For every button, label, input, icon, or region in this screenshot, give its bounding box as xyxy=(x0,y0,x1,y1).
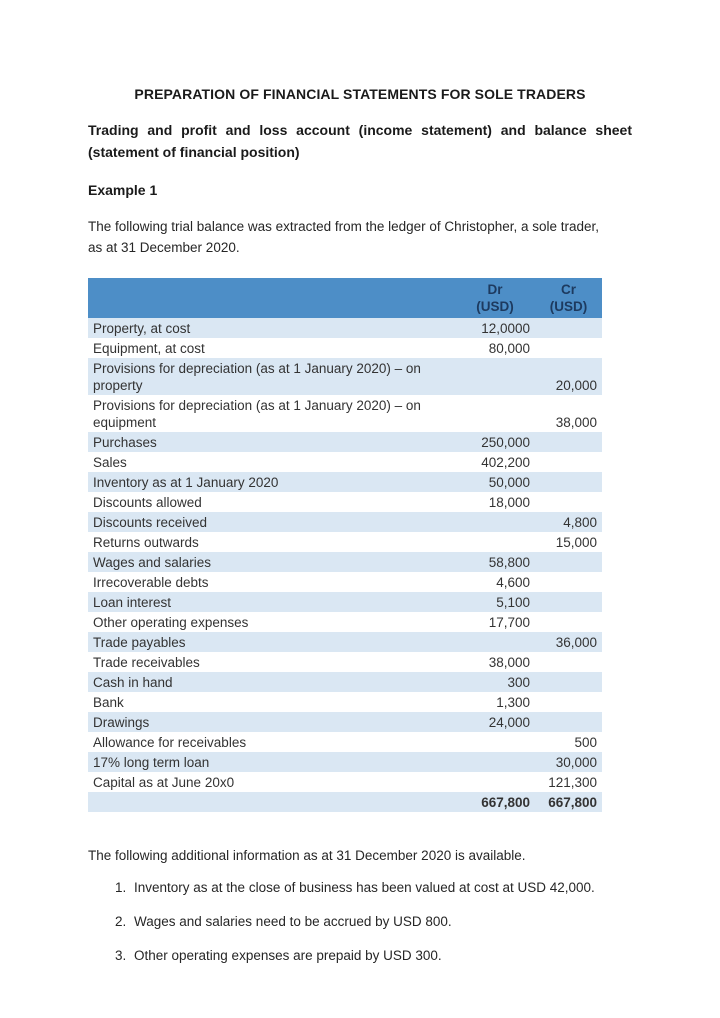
table-row xyxy=(88,752,602,772)
table-row xyxy=(88,652,602,672)
table-row xyxy=(88,772,602,792)
dr-value xyxy=(455,772,535,792)
trial-balance-table xyxy=(88,278,602,812)
table-row xyxy=(88,452,602,472)
row-label: Trade receivables xyxy=(93,654,200,670)
table-row xyxy=(88,672,602,692)
cr-value xyxy=(535,452,602,472)
cr-value: 4,800 xyxy=(535,512,602,532)
dr-value xyxy=(455,532,535,552)
cr-value xyxy=(535,338,602,358)
additional-info-heading: The following additional information as at 31 December 2020 is available. xyxy=(88,848,526,863)
example-heading: Example 1 xyxy=(88,182,158,198)
table-row xyxy=(88,512,602,532)
note-item xyxy=(88,913,632,931)
dr-value: 1,300 xyxy=(496,694,530,710)
row-label: Loan interest xyxy=(88,592,455,612)
row-label: 17% long term loan xyxy=(88,752,455,772)
cr-column-header xyxy=(535,278,602,318)
cr-value: 30,000 xyxy=(535,752,602,772)
dr-value: 402,200 xyxy=(481,454,530,470)
table-row xyxy=(88,432,602,452)
cr-value: 121,300 xyxy=(548,774,597,790)
cr-header-label: Cr xyxy=(560,282,576,297)
cr-header-unit: (USD) xyxy=(549,299,588,314)
row-label: Provisions for depreciation (as at 1 January 2020) – on property xyxy=(88,358,455,395)
dr-value: 4,600 xyxy=(496,574,530,590)
row-label: Other operating expenses xyxy=(93,614,249,630)
totals-spacer xyxy=(88,792,455,812)
row-label: Trade payables xyxy=(88,632,455,652)
cr-value xyxy=(535,432,602,452)
cr-value xyxy=(535,552,602,572)
row-label: Equipment, at cost xyxy=(93,340,205,356)
cr-value xyxy=(535,612,602,632)
table-row xyxy=(88,592,602,612)
table-row xyxy=(88,552,602,572)
cr-value xyxy=(535,672,602,692)
dr-value: 17,700 xyxy=(488,614,530,630)
cr-value: 38,000 xyxy=(555,414,597,430)
cr-value xyxy=(535,492,602,512)
table-row xyxy=(88,712,602,732)
note-number: 3. xyxy=(115,948,127,963)
cr-value xyxy=(535,692,602,712)
table-row xyxy=(88,612,602,632)
dr-value xyxy=(455,632,535,652)
row-label: Returns outwards xyxy=(93,534,199,550)
cr-value xyxy=(535,712,602,732)
note-text: Wages and salaries need to be accrued by USD 800. xyxy=(134,914,452,929)
table-row xyxy=(88,395,602,432)
cr-value xyxy=(535,652,602,672)
table-row xyxy=(88,492,602,512)
note-item xyxy=(88,879,632,897)
row-label: Cash in hand xyxy=(88,672,455,692)
row-label: Irrecoverable debts xyxy=(93,574,209,590)
dr-value xyxy=(455,358,535,395)
dr-value: 58,800 xyxy=(455,552,535,572)
dr-value xyxy=(455,512,535,532)
trial-balance-body xyxy=(88,318,602,792)
doc-subtitle: Trading and profit and loss account (income statement) and balance sheet (statement of financial position) xyxy=(88,122,632,160)
row-label: Discounts received xyxy=(88,512,455,532)
cr-value xyxy=(535,318,602,338)
dr-value: 38,000 xyxy=(488,654,530,670)
dr-value: 300 xyxy=(455,672,535,692)
table-row xyxy=(88,338,602,358)
cr-value: 500 xyxy=(574,734,597,750)
table-row xyxy=(88,532,602,552)
dr-value: 5,100 xyxy=(455,592,535,612)
cr-value: 36,000 xyxy=(535,632,602,652)
cr-value xyxy=(535,472,602,492)
cr-value xyxy=(535,572,602,592)
dr-value: 12,0000 xyxy=(455,318,535,338)
table-row xyxy=(88,358,602,395)
note-text: Other operating expenses are prepaid by USD 300. xyxy=(134,948,442,963)
dr-value: 80,000 xyxy=(488,340,530,356)
dr-value: 24,000 xyxy=(455,712,535,732)
dr-value: 18,000 xyxy=(488,494,530,510)
table-row xyxy=(88,572,602,592)
row-label: Wages and salaries xyxy=(88,552,455,572)
table-row xyxy=(88,632,602,652)
table-header-row xyxy=(88,278,602,318)
row-label: Property, at cost xyxy=(88,318,455,338)
dr-value xyxy=(455,752,535,772)
dr-column-header xyxy=(455,278,535,318)
intro-paragraph: The following trial balance was extracted from the ledger of Christopher, a sole trader, as at 31 December 2020. xyxy=(88,219,600,255)
dr-header-unit: (USD) xyxy=(476,299,514,314)
table-row xyxy=(88,472,602,492)
cr-value: 15,000 xyxy=(555,534,597,550)
dr-value xyxy=(455,732,535,752)
row-label: Capital as at June 20x0 xyxy=(93,774,235,790)
note-item xyxy=(88,947,632,965)
account-column-header xyxy=(88,278,455,318)
page-title: PREPARATION OF FINANCIAL STATEMENTS FOR SOLE TRADERS xyxy=(134,86,586,102)
note-number: 2. xyxy=(115,914,127,929)
note-text: Inventory as at the close of business has been valued at cost at USD 42,000. xyxy=(134,880,595,895)
cr-value xyxy=(535,592,602,612)
dr-total: 667,800 xyxy=(455,792,535,812)
totals-row xyxy=(88,792,602,812)
table-row xyxy=(88,318,602,338)
row-label: Allowance for receivables xyxy=(93,734,247,750)
dr-value xyxy=(455,395,535,432)
row-label: Sales xyxy=(93,454,127,470)
table-row xyxy=(88,732,602,752)
row-label: Bank xyxy=(93,694,124,710)
cr-total: 667,800 xyxy=(535,792,602,812)
row-label: Discounts allowed xyxy=(93,494,202,510)
cr-value: 20,000 xyxy=(535,358,602,395)
dr-value: 250,000 xyxy=(455,432,535,452)
table-row xyxy=(88,692,602,712)
dr-value: 50,000 xyxy=(455,472,535,492)
notes-list xyxy=(88,879,632,965)
row-label: Purchases xyxy=(88,432,455,452)
dr-header-label: Dr xyxy=(487,282,503,297)
row-label: Drawings xyxy=(88,712,455,732)
row-label: Inventory as at 1 January 2020 xyxy=(88,472,455,492)
row-label: Provisions for depreciation (as at 1 January 2020) – on equipment xyxy=(93,397,421,430)
note-number: 1. xyxy=(115,880,127,895)
